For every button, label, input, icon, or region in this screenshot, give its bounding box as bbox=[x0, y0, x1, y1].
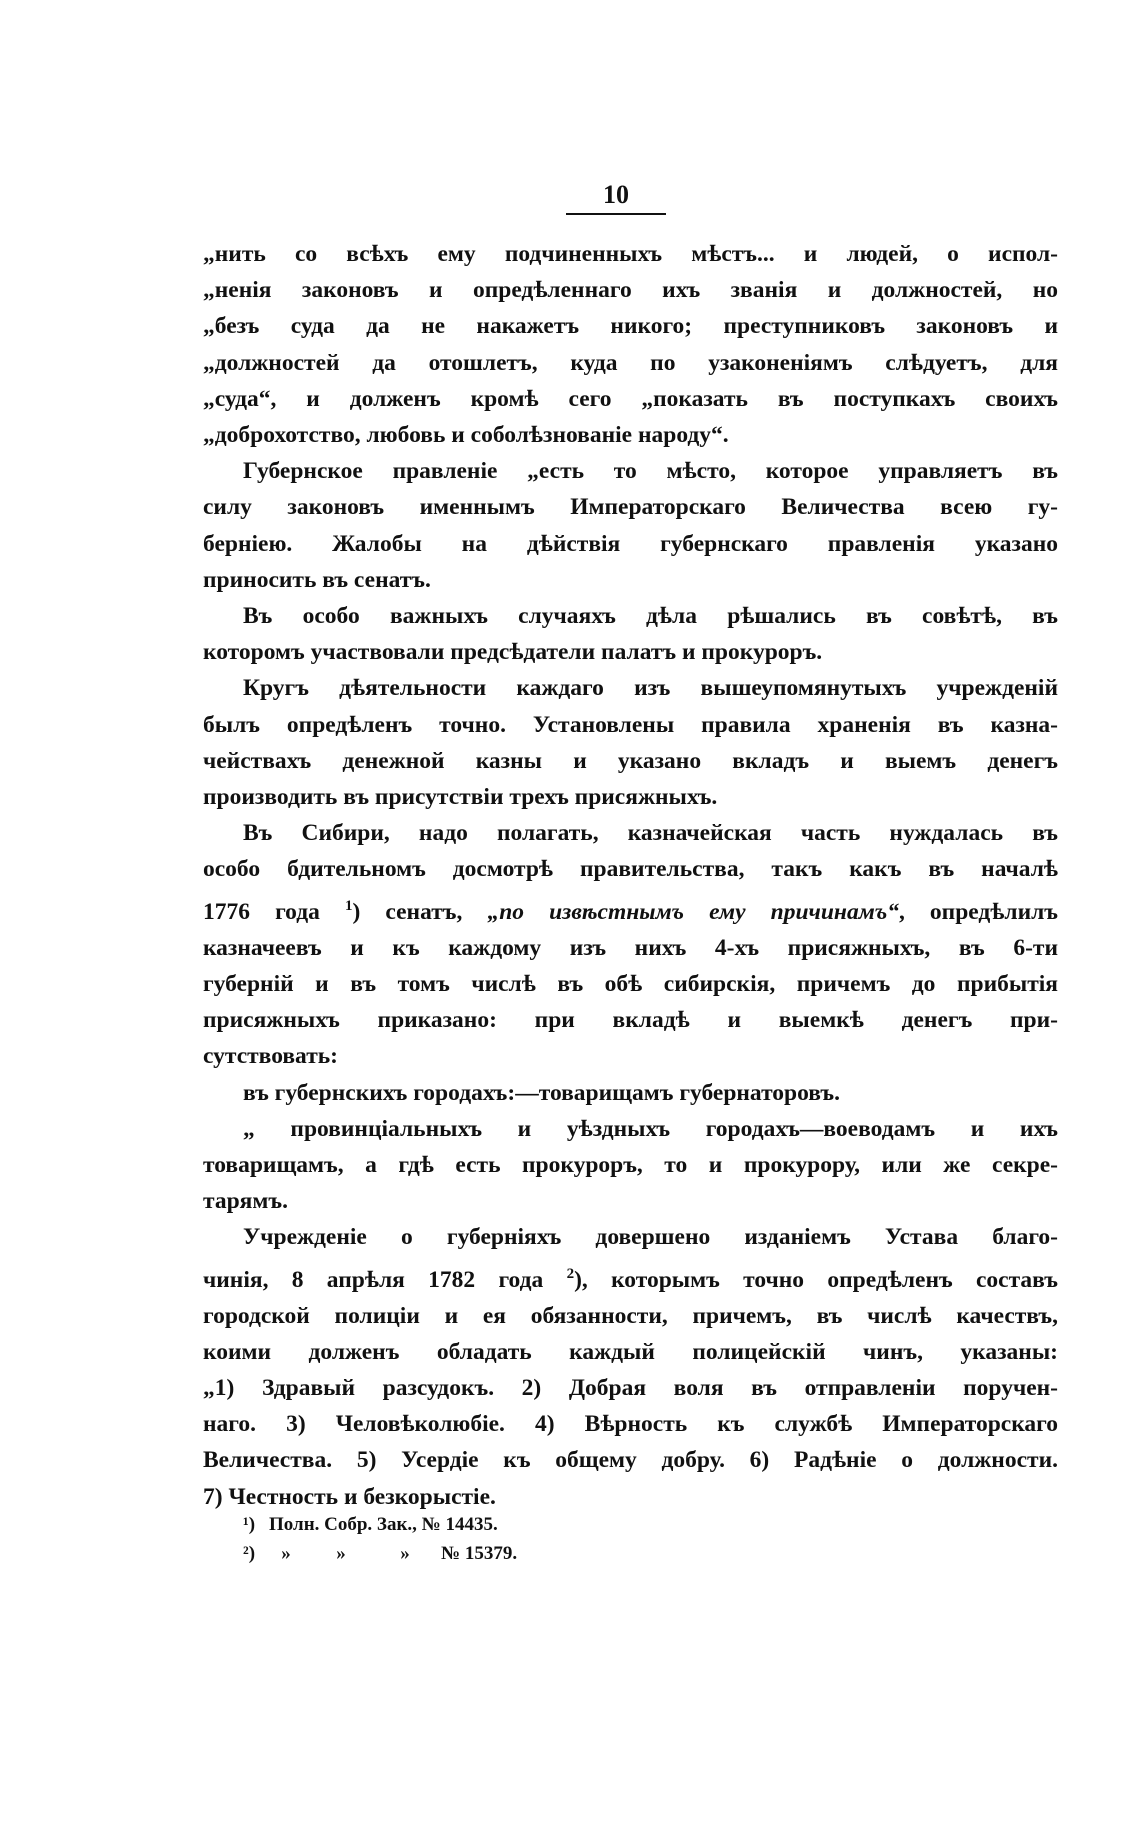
paragraph-sovet bbox=[203, 598, 1058, 670]
footnote-1 bbox=[243, 1510, 743, 1539]
text-line: присяжныхъ приказано: при вкладѣ и выемкѣ денегъ при- bbox=[203, 1007, 1058, 1034]
text-line: Въ особо важныхъ случаяхъ дѣла рѣшались въ совѣтѣ, въ bbox=[243, 603, 1058, 630]
text-line: былъ опредѣленъ точно. Установлены правила храненія въ казна- bbox=[203, 711, 1058, 738]
text-line: Губернское правленіе „есть то мѣсто, которое управляетъ въ bbox=[243, 458, 1058, 485]
page-number: 10 bbox=[603, 180, 629, 209]
list-item-provintsialnye bbox=[203, 1111, 1058, 1220]
text-line: особо бдительномъ досмотрѣ правительства, такъ какъ въ началѣ bbox=[203, 856, 1058, 883]
text-line: 7) Честность и безкорыстіе. bbox=[203, 1483, 496, 1510]
ditto-mark: » bbox=[336, 1543, 346, 1564]
list-item-gubernskie bbox=[203, 1075, 1058, 1111]
text-line bbox=[203, 888, 1058, 930]
text-line: сутствовать: bbox=[203, 1043, 338, 1070]
footnote-2 bbox=[243, 1539, 743, 1568]
footnote-text: № 15379. bbox=[441, 1543, 518, 1564]
text-line: „ненія законовъ и опредѣленнаго ихъ званія и должностей, но bbox=[203, 277, 1058, 304]
text-line: Величества. 5) Усердіе къ общему добру. 6) Радѣніе о должности. bbox=[203, 1447, 1058, 1474]
text-line: берніею. Жалобы на дѣйствія губернскаго правленія указано bbox=[203, 530, 1058, 557]
text-run: , опредѣлилъ bbox=[898, 898, 1058, 925]
text-run: ), которымъ точно опредѣленъ составъ bbox=[574, 1266, 1058, 1293]
text-line: товарищамъ, а гдѣ есть прокуроръ, то и прокурору, или же секре- bbox=[203, 1151, 1058, 1178]
paragraph-krug-deyatelnosti bbox=[203, 670, 1058, 815]
footnote-mark: ¹) bbox=[243, 1514, 256, 1535]
text-line: „должностей да отошлетъ, куда по узаконеніямъ слѣдуетъ, для bbox=[203, 349, 1058, 376]
ditto-mark: » bbox=[400, 1543, 410, 1564]
text-line: въ губернскихъ городахъ:—товарищамъ губернаторовъ. bbox=[243, 1079, 840, 1106]
text-line: чействахъ денежной казны и указано вкладъ и выемъ денегъ bbox=[203, 747, 1058, 774]
text-line: Учрежденіе о губерніяхъ довершено изданіемъ Устава благо- bbox=[243, 1224, 1058, 1251]
page-number-rule bbox=[566, 213, 666, 215]
text-line: Въ Сибири, надо полагать, казначейская часть нуждалась въ bbox=[243, 820, 1058, 847]
text-line: приносить въ сенатъ. bbox=[203, 566, 431, 593]
text-line bbox=[203, 1256, 1058, 1298]
text-line: „1) Здравый разсудокъ. 2) Добрая воля въ отправленіи поручен- bbox=[203, 1374, 1058, 1401]
footnote-text: Полн. Собр. Зак., № 14435. bbox=[269, 1514, 498, 1535]
footnote-mark: ²) bbox=[243, 1543, 256, 1564]
text-run: чинія, 8 апрѣля 1782 года bbox=[203, 1266, 567, 1293]
text-line: губерній и въ томъ числѣ въ обѣ сибирскія, причемъ до прибытія bbox=[203, 970, 1058, 997]
text-line: „доброхотство, любовь и соболѣзнованіе народу“. bbox=[203, 422, 729, 449]
text-line: „суда“, и долженъ кромѣ сего „показать въ поступкахъ своихъ bbox=[203, 385, 1058, 412]
text-line: тарямъ. bbox=[203, 1188, 288, 1215]
text-line: коими долженъ обладать каждый полицейскій чинъ, указаны: bbox=[203, 1338, 1058, 1365]
text-line: „ провинціальныхъ и уѣздныхъ городахъ—воеводамъ и ихъ bbox=[243, 1115, 1058, 1142]
text-line: силу законовъ именнымъ Императорскаго Величества всею гу- bbox=[203, 494, 1058, 521]
paragraph-sibir bbox=[203, 815, 1058, 1074]
paragraph-ustav-blagochiniya bbox=[203, 1219, 1058, 1514]
quote-paragraph bbox=[203, 236, 1058, 453]
body-text bbox=[203, 236, 1058, 1515]
italic-quote: „по извѣстнымъ ему причинамъ“ bbox=[487, 898, 899, 925]
text-line: „нить со всѣхъ ему подчиненныхъ мѣстъ... и людей, о испол- bbox=[203, 241, 1058, 267]
text-line: казначеевъ и къ каждому изъ нихъ 4-хъ присяжныхъ, въ 6-ти bbox=[203, 934, 1058, 961]
text-line: городской полиціи и ея обязанности, причемъ, въ числѣ качествъ, bbox=[203, 1302, 1058, 1329]
text-line: производить въ присутствіи трехъ присяжныхъ. bbox=[203, 784, 718, 811]
text-line: которомъ участвовали предсѣдатели палатъ и прокуроръ. bbox=[203, 639, 823, 666]
text-line: „безъ суда да не накажетъ никого; преступниковъ законовъ и bbox=[203, 313, 1058, 340]
paragraph-gubernskoe-pravlenie bbox=[203, 453, 1058, 598]
text-line: наго. 3) Человѣколюбіе. 4) Вѣрность къ службѣ Императорскаго bbox=[203, 1411, 1058, 1438]
footnote-ref-2: 2 bbox=[566, 1265, 575, 1282]
ditto-mark: » bbox=[281, 1543, 291, 1564]
footnote-ref-1: 1 bbox=[344, 897, 353, 914]
footnotes bbox=[243, 1510, 743, 1568]
text-run: 1776 года bbox=[203, 898, 345, 925]
text-line: Кругъ дѣятельности каждаго изъ вышеупомянутыхъ учрежденій bbox=[243, 675, 1058, 702]
text-run: ) сенатъ, bbox=[352, 898, 488, 925]
